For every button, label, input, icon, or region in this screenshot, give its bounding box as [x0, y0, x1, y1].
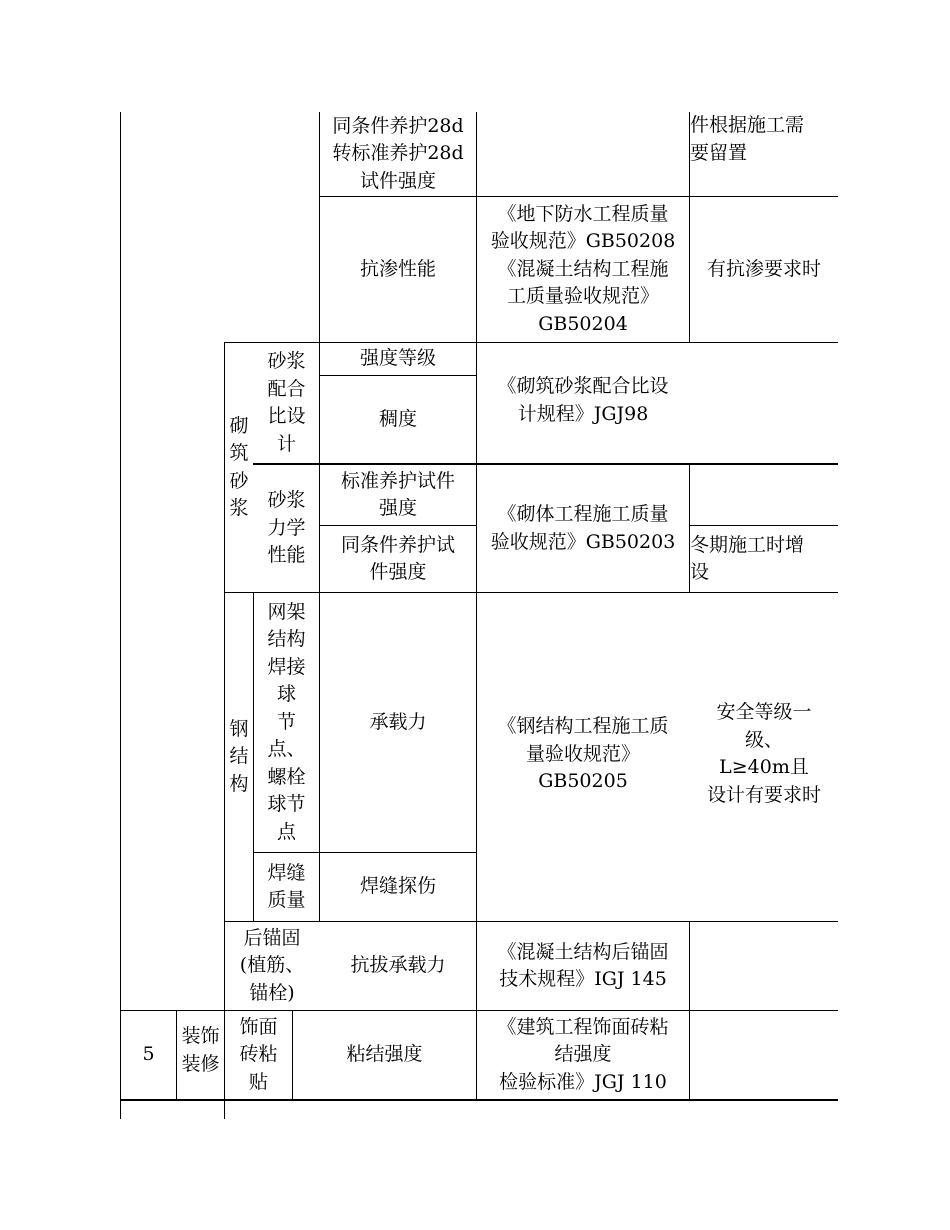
sub-mortar-mix: 砂浆 配合 比设 计 [267, 350, 306, 455]
sub-steel-joint: 网架 结构 焊接 球 节 点、 螺栓 球节 点 [267, 600, 306, 843]
standard-anchor: 《混凝土结构后锚固 技术规程》IGJ 145 [497, 940, 669, 990]
row-number: 5 [142, 1043, 155, 1066]
sub-tile: 饰面 砖粘 贴 [239, 1015, 278, 1093]
note-mortar-mech: 冬期施工时增 设 [690, 533, 805, 583]
item-impermeability: 抗渗性能 [359, 257, 436, 280]
item-weld-inspection: 焊缝探伤 [359, 875, 436, 898]
standard-steel: 《钢结构工程施工质 量验收规范》 GB50205 [497, 715, 669, 792]
item-concrete-cond: 同条件养护28d 转标准养护28d 试件强度 [332, 114, 464, 192]
standard-tile: 《建筑工程饰面砖粘 结强度 检验标准》JGJ 110 [497, 1015, 669, 1093]
category-decoration: 装饰 装修 [181, 1025, 220, 1075]
item-bond-strength: 粘结强度 [346, 1043, 423, 1066]
note-impermeability: 有抗渗要求时 [706, 257, 821, 280]
sub-mortar-mech: 砂浆 力学 性能 [267, 489, 306, 567]
item-strength-grade: 强度等级 [359, 347, 436, 370]
category-mortar: 砌 筑 砂 浆 [229, 414, 249, 519]
item-bearing-capacity: 承载力 [369, 710, 427, 733]
sub-weld-quality: 焊缝 质量 [267, 861, 306, 911]
sub-anchor: 后锚固 (植筋、 锚栓) [239, 926, 305, 1004]
grid-line [120, 112, 121, 1119]
grid-line [689, 922, 690, 1100]
item-cond-cure-strength: 同条件养护试 件强度 [340, 533, 455, 583]
note-steel: 安全等级一 级、 L≥40m且 设计有要求时 [706, 701, 821, 806]
note-concrete-cond: 件根据施工需 要留置 [690, 114, 805, 164]
item-consistency: 稠度 [378, 407, 417, 430]
item-pullout: 抗拔承载力 [350, 954, 446, 977]
standard-impermeability: 《地下防水工程质量 验收规范》GB50208 《混凝土结构工程施 工质量验收规范》 GB50204 [490, 202, 676, 335]
item-std-cure-strength: 标准养护试件 强度 [340, 469, 455, 519]
category-steel: 钢 结 构 [229, 717, 249, 795]
standard-mortar-mix: 《砌筑砂浆配合比设 计规程》JGJ98 [497, 375, 669, 425]
grid-line [120, 1099, 838, 1101]
standard-mortar-mech: 《砌体工程施工质量 验收规范》GB50203 [490, 503, 676, 553]
